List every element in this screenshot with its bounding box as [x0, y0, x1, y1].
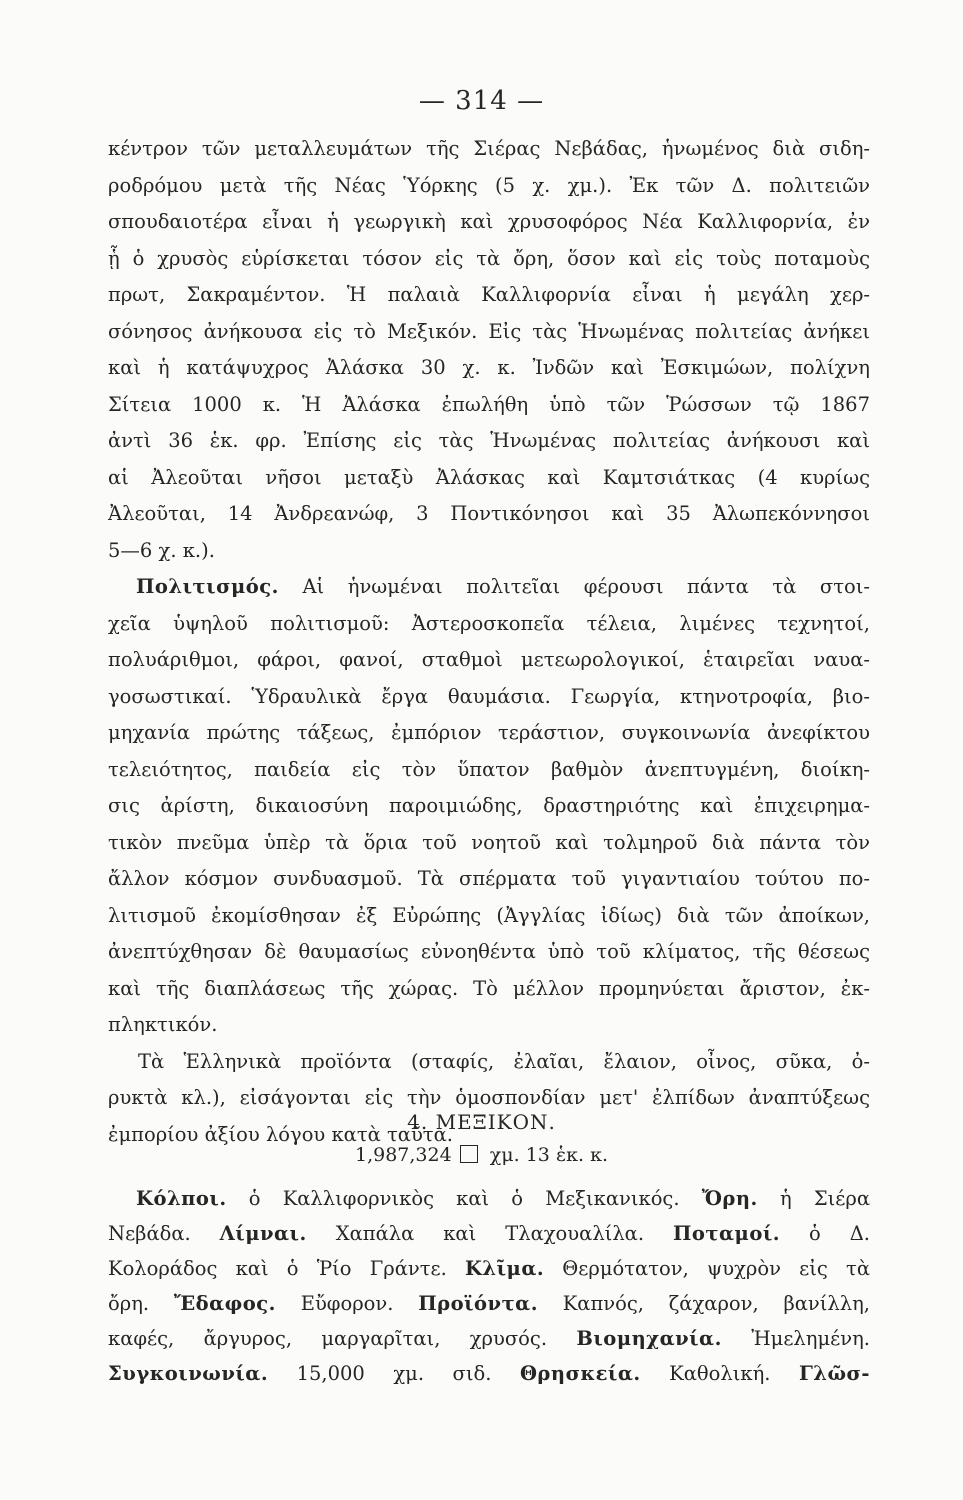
text-run: Ἠμελημένη. — [721, 1327, 870, 1350]
text-line: ρυκτὰ κλ.), εἰσάγονται εἰς τὴν ὁμοσπονδίαν μετ' ἐλπίδων ἀναπτύξεως — [108, 1086, 870, 1109]
paragraph-3 — [108, 1044, 870, 1154]
text-line: ροδρόμου μετὰ τῆς Νέας Ὑόρκης (5 χ. χμ.). Ἐκ τῶν Δ. πολιτειῶν — [108, 173, 870, 197]
area-value: 1,987,324 — [354, 1144, 452, 1166]
section-title: 4. ΜΕΞΙΚΟΝ. — [407, 1110, 556, 1134]
text-line: τελειότητος, παιδεία εἰς τὸν ὕπατον βαθμὸν ἀνεπτυγμένη, διοίκη- — [108, 757, 870, 781]
text-line: 5—6 χ. κ.). — [108, 538, 215, 562]
text-run: 15,000 χμ. σιδ. — [268, 1362, 520, 1385]
text-run: καφές, ἄργυρος, μαργαρῖται, χρυσός. — [108, 1327, 577, 1350]
square-icon — [460, 1145, 478, 1163]
text-run: Καπνός, ζάχαρον, βανίλλη, — [537, 1292, 870, 1315]
text-run: ὁ Καλλιφορνικὸς καὶ ὁ Μεξικανικός. — [226, 1187, 702, 1210]
text-line — [108, 569, 870, 606]
text-line: ἀντὶ 36 ἑκ. φρ. Ἐπίσης εἰς τὰς Ἡνωμένας πολιτείας ἀνήκουσι καὶ — [108, 429, 870, 452]
text-line: χεῖα ὑψηλοῦ πολιτισμοῦ: Ἀστεροσκοπεῖα τέλεια, λιμένες τεχνητοί, — [108, 611, 870, 635]
text-line: λιτισμοῦ ἐκομίσθησαν ἐξ Εὐρώπης (Ἀγγλίας ἰδίως) διὰ τῶν ἀποίκων, — [108, 903, 870, 927]
text-line: Ἀλεοῦται, 14 Ἀνδρεανώφ, 3 Ποντικόνησοι καὶ 35 Ἀλωπεκόννησοι — [108, 502, 870, 525]
text-line: γοσωστικαί. Ὑδραυλικὰ ἔργα θαυμάσια. Γεωργία, κτηνοτροφία, βιο- — [108, 684, 870, 708]
text-line: ἀνεπτύχθησαν δὲ θαυμασίως εὐνοηθέντα ὑπὸ τοῦ κλίματος, τῆς θέσεως — [108, 940, 870, 963]
text-line: τικὸν πνεῦμα ὑπὲρ τὰ ὅρια τοῦ νοητοῦ καὶ τολμηροῦ διὰ πάντα τὸν — [108, 830, 870, 854]
text-line: πρωτ, Σακραμέντον. Ἡ παλαιὰ Καλλιφορνία εἶναι ἡ μεγάλη χερ- — [108, 283, 870, 306]
text-line: κέντρον τῶν μεταλλευμάτων τῆς Σιέρας Νεβάδας, ἡνωμένος διὰ σιδη- — [108, 137, 870, 160]
text-line: ἄλλον κόσμον συνδυασμοῦ. Τὰ σπέρματα τοῦ γιγαντιαίου τούτου πο- — [108, 867, 870, 890]
text-line: ᾗ ὁ χρυσὸς εὑρίσκεται τόσον εἰς τὰ ὄρη, ὅσον καὶ εἰς τοὺς ποταμοὺς — [108, 246, 870, 270]
text-run: Αἱ ἡνωμέναι πολιτεῖαι φέρουσι πάντα τὰ στοι- — [278, 575, 870, 598]
text-line: καὶ ἡ κατάψυχρος Ἀλάσκα 30 χ. κ. Ἰνδῶν καὶ Ἐσκιμώων, πολίχνη — [108, 356, 870, 379]
text-run: Νεβάδα. — [108, 1222, 220, 1245]
text-line: σπουδαιοτέρα εἶναι ἡ γεωργικὴ καὶ χρυσοφόρος Νέα Καλλιφορνία, ἐν — [108, 210, 870, 233]
text-line: καὶ τῆς διαπλάσεως τῆς χώρας. Τὸ μέλλον προμηνύεται ἄριστον, ἐκ- — [108, 976, 870, 1000]
paragraph-2 — [108, 569, 870, 1044]
section-stats — [0, 1144, 963, 1166]
text-line: Τὰ Ἑλληνικὰ προϊόντα (σταφίς, ἐλαῖαι, ἔλαιον, οἶνος, σῦκα, ὀ- — [138, 1049, 870, 1073]
text-line — [108, 1356, 870, 1391]
thriskeia-heading: Θρησκεία. — [519, 1362, 641, 1385]
text-line — [108, 1286, 870, 1321]
text-run: ἡ Σιέρα — [757, 1187, 870, 1210]
politismos-heading: Πολιτισμός. — [136, 575, 279, 598]
area-unit: χμ. 13 ἑκ. κ. — [489, 1144, 609, 1166]
text-line — [108, 1216, 870, 1251]
text-line: πληκτικόν. — [108, 1013, 218, 1036]
mexico-text — [108, 1181, 870, 1391]
paragraph-1 — [108, 131, 870, 569]
glossa-heading: Γλῶσ- — [798, 1362, 870, 1385]
main-text — [108, 131, 870, 1153]
text-line: σόνησος ἀνήκουσα εἰς τὸ Μεξικόν. Εἰς τὰς Ἡνωμένας πολιτείας ἀνήκει — [108, 319, 870, 343]
text-line: μηχανία πρώτης τάξεως, ἐμπόριον τεράστιον, συγκοινωνία ἀνεφίκτου — [108, 721, 870, 744]
text-line — [108, 1181, 870, 1216]
text-run: Κολοράδος καὶ ὁ Ῥίο Γράντε. — [108, 1257, 465, 1280]
proionta-heading: Προϊόντα. — [418, 1292, 538, 1315]
limnai-heading: Λίμναι. — [219, 1222, 307, 1245]
text-line — [108, 1321, 870, 1356]
text-run: Θερμότατον, ψυχρὸν εἰς τὰ — [544, 1257, 870, 1280]
text-run: ὄρη. — [108, 1292, 174, 1315]
kolpoi-heading: Κόλποι. — [136, 1187, 227, 1210]
potamoi-heading: Ποταμοί. — [673, 1222, 781, 1245]
text-run: Εὔφορον. — [275, 1292, 419, 1315]
edafos-heading: Ἔδαφος. — [173, 1292, 276, 1315]
ori-heading: Ὄρη. — [701, 1187, 758, 1210]
viomichania-heading: Βιομηχανία. — [576, 1327, 722, 1350]
text-line: Σίτεια 1000 κ. Ἡ Ἀλάσκα ἐπωλήθη ὑπὸ τῶν Ῥώσσων τῷ 1867 — [108, 392, 870, 416]
text-line: αἱ Ἀλεοῦται νῆσοι μεταξὺ Ἀλάσκας καὶ Καμτσιάτκας (4 κυρίως — [108, 465, 870, 489]
klima-heading: Κλῖμα. — [464, 1257, 545, 1280]
text-line: ἐμπορίου ἀξίου λόγου κατὰ ταῦτα. — [108, 1122, 453, 1146]
text-run: Χαπάλα καὶ Τλαχουαλίλα. — [306, 1222, 673, 1245]
page-number: — 314 — — [418, 86, 545, 116]
synkoinonia-heading: Συγκοινωνία. — [108, 1362, 269, 1385]
text-line: πολυάριθμοι, φάροι, φανοί, σταθμοὶ μετεωρολογικοί, ἑταιρεῖαι ναυα- — [108, 648, 870, 671]
text-run: ὁ Δ. — [780, 1222, 870, 1245]
text-line — [108, 1251, 870, 1286]
text-run: Καθολική. — [640, 1362, 799, 1385]
text-line: σις ἀρίστη, δικαιοσύνη παροιμιώδης, δραστηριότης καὶ ἐπιχειρημα- — [108, 794, 870, 817]
